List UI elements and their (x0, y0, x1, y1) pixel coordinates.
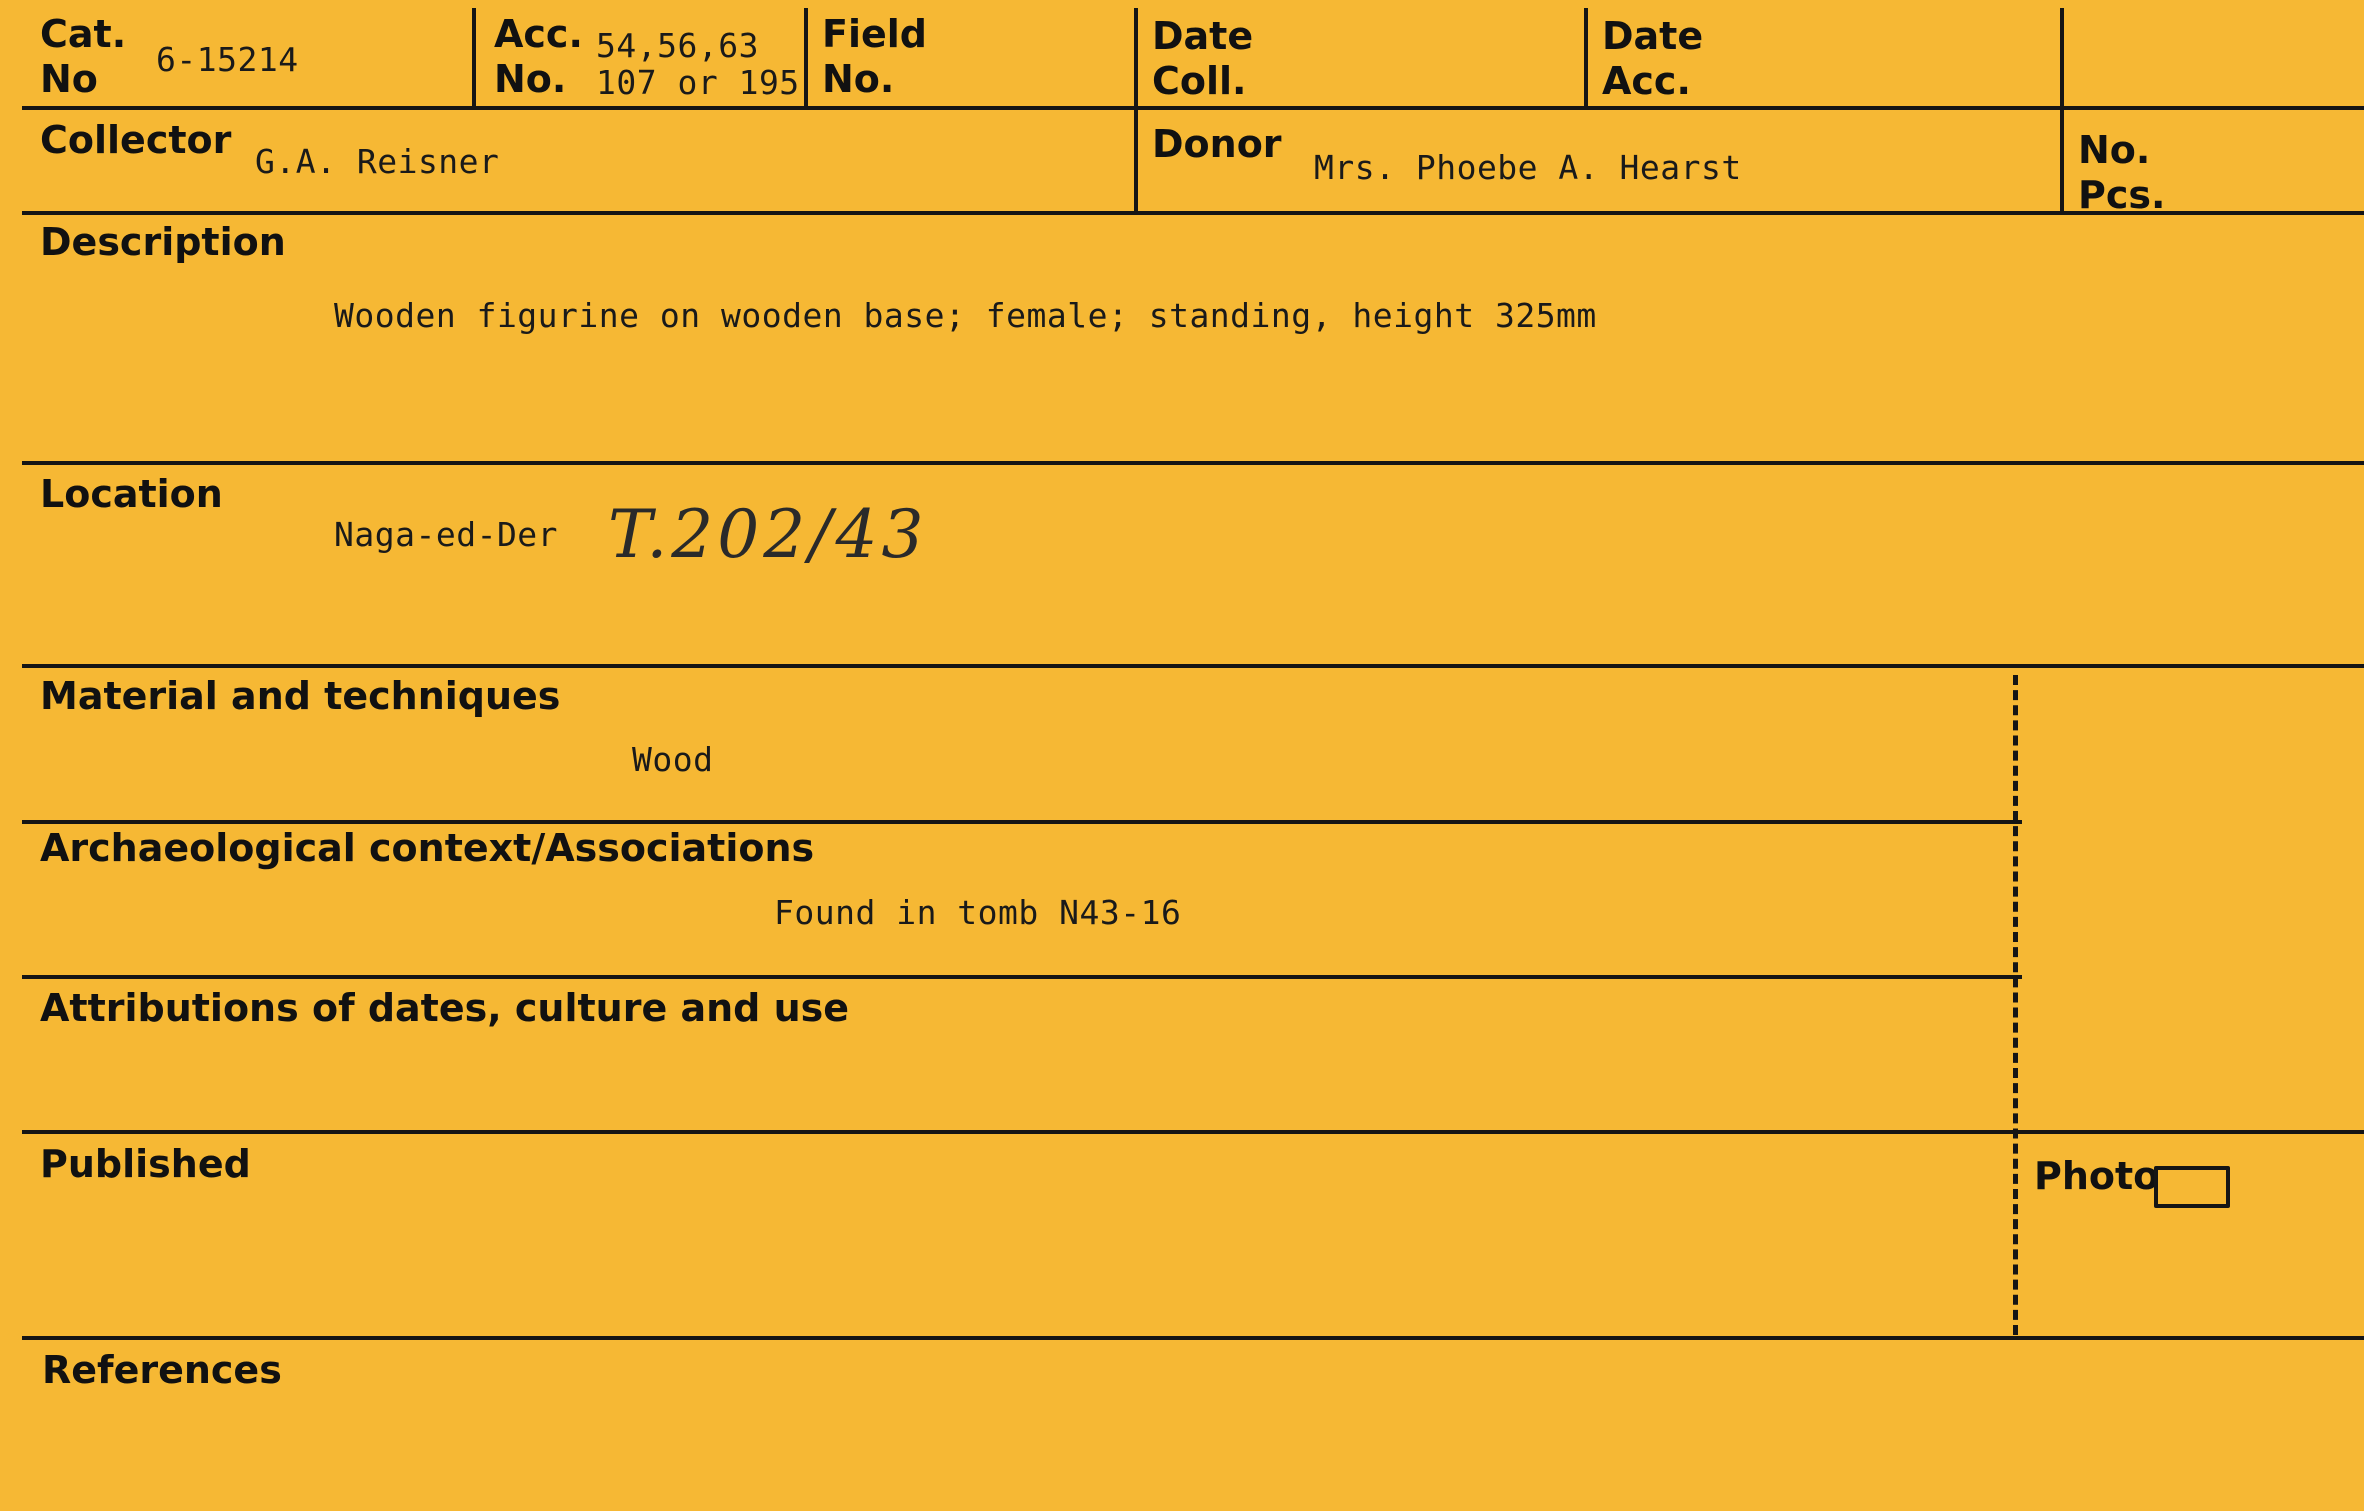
description-value: Wooden figurine on wooden base; female; standing, height 325mm (334, 296, 1597, 335)
acc-no-value: 107 or 195 (596, 63, 800, 102)
description-label: Description (40, 220, 286, 264)
location-value: Naga-ed-Der (334, 515, 559, 554)
rule-context (22, 975, 2022, 979)
divider-dateacc-right (2060, 8, 2064, 215)
divider-cat-acc (472, 8, 476, 108)
rule-published (22, 1336, 2364, 1340)
divider-photo-column (2013, 675, 2018, 1335)
location-label: Location (40, 472, 223, 516)
donor-label: Donor (1152, 122, 1282, 166)
rule-header (22, 106, 2364, 110)
material-value: Wood (632, 740, 714, 779)
rule-material (22, 820, 2022, 824)
no-pcs-label: No. Pcs. (2078, 128, 2166, 217)
context-value: Found in tomb N43-16 (774, 893, 1182, 932)
rule-collector (22, 211, 2364, 215)
field-no-label: Field No. (822, 12, 927, 101)
acc-value: 54,56,63 (596, 26, 759, 65)
cat-no-label: Cat. No (40, 12, 127, 101)
date-acc-label: Date Acc. (1602, 14, 1704, 103)
rule-description (22, 461, 2364, 465)
material-label: Material and techniques (40, 674, 561, 718)
donor-value: Mrs. Phoebe A. Hearst (1314, 148, 1742, 187)
collector-label: Collector (40, 118, 232, 162)
photo-label: Photo (2034, 1154, 2160, 1198)
references-label: References (42, 1348, 282, 1392)
cat-no-value: 6-15214 (156, 40, 299, 79)
date-coll-label: Date Coll. (1152, 14, 1254, 103)
acc-no-label: Acc. No. (494, 12, 583, 101)
divider-datecoll-dateacc (1584, 8, 1588, 108)
rule-location (22, 664, 2364, 668)
photo-checkbox (2154, 1166, 2230, 1208)
context-label: Archaeological context/Associations (40, 826, 815, 870)
location-handwritten-number: T.202/43 (608, 496, 928, 573)
collector-value: G.A. Reisner (255, 142, 500, 181)
published-label: Published (40, 1142, 251, 1186)
divider-acc-field (804, 8, 808, 108)
attributions-label: Attributions of dates, culture and use (40, 986, 850, 1030)
divider-field-date (1134, 8, 1138, 215)
